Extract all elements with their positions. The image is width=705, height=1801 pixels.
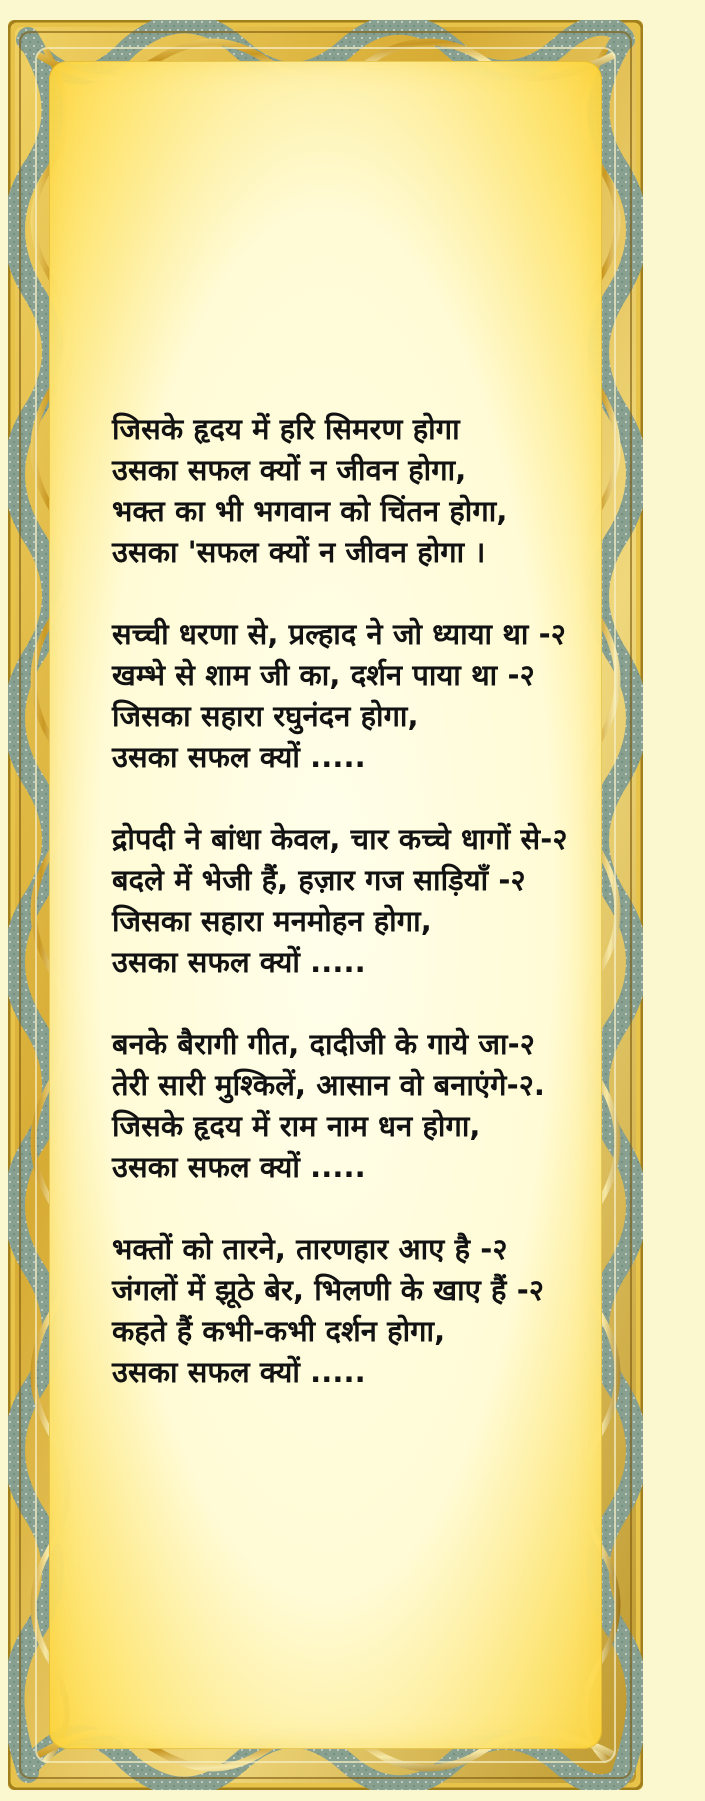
stanza-2-line-4: उसका सफल क्यों ..... xyxy=(112,740,366,774)
stanza-4-line-2: तेरी सारी मुश्किलें, आसान वो बनाएंगे-२. xyxy=(112,1068,546,1102)
stanza-2-line-3: जिसका सहारा रघुनंदन होगा, xyxy=(112,699,419,733)
stanza-4-line-3: जिसके हृदय में राम नाम धन होगा, xyxy=(112,1109,481,1143)
stanza-5-line-4: उसका सफल क्यों ..... xyxy=(112,1355,366,1389)
stanza-1 xyxy=(112,409,612,573)
stanza-5 xyxy=(112,1229,612,1393)
stanza-2-line-2: खम्भे से शाम जी का, दर्शन पाया था -२ xyxy=(112,658,535,692)
stanza-4-line-4: उसका सफल क्यों ..... xyxy=(112,1150,366,1184)
stanza-2-line-1: सच्ची धरणा से, प्रल्हाद ने जो ध्याया था -२ xyxy=(112,617,566,651)
stanza-1-line-4: उसका 'सफल क्यों न जीवन होगा । xyxy=(112,535,486,569)
stanza-3-line-3: जिसका सहारा मनमोहन होगा, xyxy=(112,904,432,938)
stanza-4 xyxy=(112,1024,612,1188)
stanza-5-line-1: भक्तों को तारने, तारणहार आए है -२ xyxy=(112,1232,508,1266)
stanza-3 xyxy=(112,819,612,983)
stanza-3-line-2: बदले में भेजी हैं, हज़ार गज साड़ियाँ -२ xyxy=(112,863,526,897)
stanza-5-line-3: कहते हैं कभी-कभी दर्शन होगा, xyxy=(112,1314,446,1348)
stanza-5-line-2: जंगलों में झूठे बेर, भिलणी के खाए हैं -२ xyxy=(112,1273,545,1307)
stanza-1-line-3: भक्त का भी भगवान को चिंतन होगा, xyxy=(112,494,508,528)
stanza-3-line-1: द्रोपदी ने बांधा केवल, चार कच्चे धागों से-२ xyxy=(112,822,568,856)
stanza-4-line-1: बनके बैरागी गीत, दादीजी के गाये जा-२ xyxy=(112,1027,535,1061)
stanza-1-line-1: जिसके हृदय में हरि सिमरण होगा xyxy=(112,412,460,446)
stanza-1-line-2: उसका सफल क्यों न जीवन होगा, xyxy=(112,453,467,487)
poem-text xyxy=(112,409,612,1434)
stanza-2 xyxy=(112,614,612,778)
stanza-3-line-4: उसका सफल क्यों ..... xyxy=(112,945,366,979)
